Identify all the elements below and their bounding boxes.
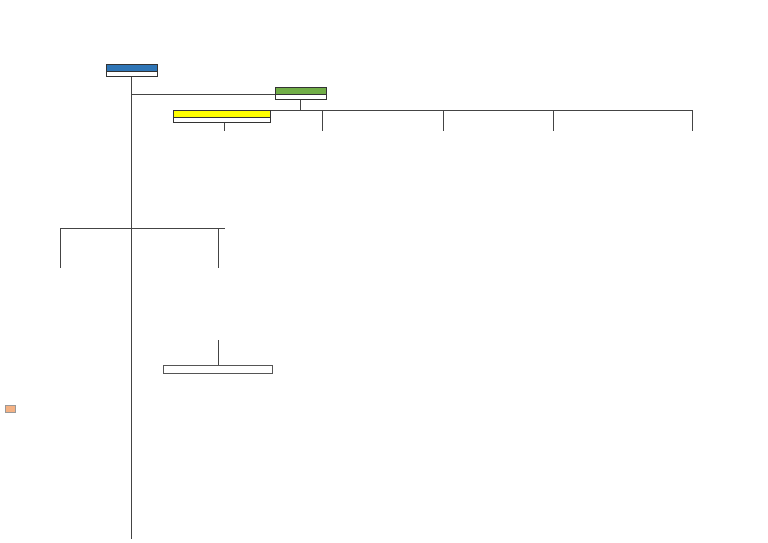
connector-line [131, 77, 132, 94]
kepala-dinas-value [107, 71, 157, 76]
connector-line [131, 94, 281, 95]
connector-line [553, 110, 554, 131]
kepala-dinas-box [106, 64, 158, 77]
connector-line [131, 94, 132, 539]
kasubbag-umum-box [173, 110, 271, 123]
kelompok-tim-teknis-box [163, 365, 273, 374]
sekretaris-dinas-box [275, 87, 327, 100]
legend-swatch [5, 405, 16, 413]
connector-line [60, 228, 61, 268]
connector-line [224, 123, 225, 131]
kasubbag-umum-value [174, 117, 270, 122]
connector-line [322, 110, 323, 131]
qr-code [535, 412, 607, 484]
sekretaris-dinas-value [276, 94, 326, 99]
connector-line [300, 100, 301, 110]
connector-line [218, 340, 219, 365]
connector-line [218, 228, 219, 268]
connector-line [443, 110, 444, 131]
connector-line [224, 110, 692, 111]
connector-line [60, 228, 225, 229]
connector-line [692, 110, 693, 131]
